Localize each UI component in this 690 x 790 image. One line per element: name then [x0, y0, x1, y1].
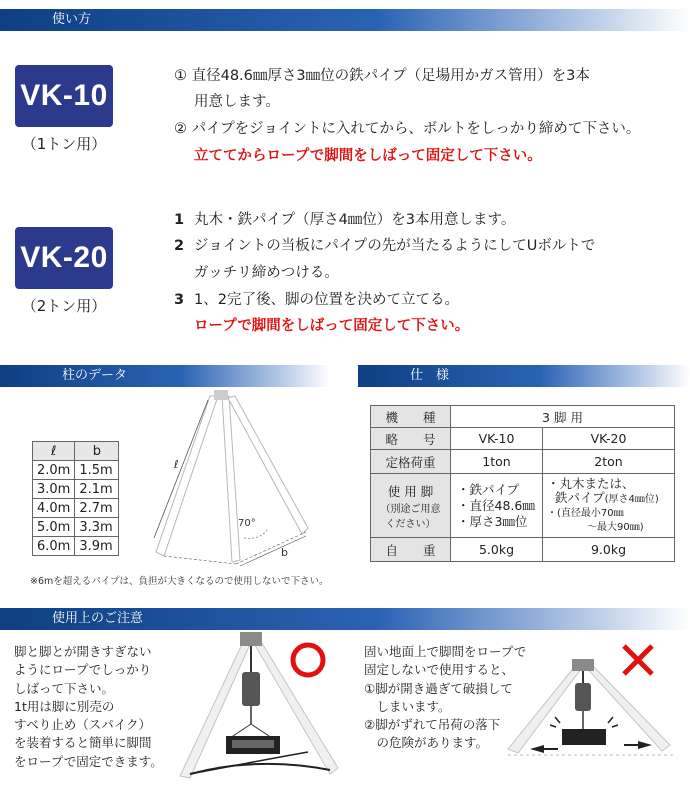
ng-mark-icon	[618, 640, 658, 680]
spec-value: 9.0kg	[543, 538, 675, 562]
bad-usage-illustration	[500, 645, 690, 790]
spec-label: 定格荷重	[371, 450, 451, 474]
spec-line: ・直径48.6㎜	[457, 497, 535, 513]
spec-value	[451, 474, 543, 538]
caution-good-text	[14, 643, 163, 771]
text-line: ようにロープでしっかり	[14, 662, 152, 678]
tripod-dimension-diagram	[140, 388, 340, 578]
spec-value: 2ton	[543, 450, 675, 474]
pillar-data-title: 柱のデータ	[62, 368, 128, 383]
usage-section-title: 使い方	[52, 12, 92, 27]
spec-line-sub: (厚さ4㎜位)	[604, 493, 659, 505]
vk20-badge: VK-20	[15, 227, 113, 289]
spec-label-sub: ください）	[385, 518, 436, 530]
header-l: ℓ	[33, 442, 75, 461]
spec-line: ・鉄パイプ	[457, 481, 520, 497]
spec-line: ・厚さ3㎜位	[457, 513, 528, 529]
vk10-step2	[174, 119, 640, 139]
spec-label-main: 使 用 脚	[387, 483, 434, 499]
cell-l: 2.0m	[33, 461, 75, 480]
step-marker: ①	[174, 68, 187, 84]
text-line: すべり止め（スパイク）	[14, 717, 152, 733]
vk10-step1-cont: 用意します。	[194, 94, 280, 110]
step-text: 直径48.6㎜厚さ3㎜位の鉄パイプ（足場用かガス管用）を3本	[191, 68, 590, 84]
table-row	[33, 537, 119, 556]
table-row	[371, 406, 675, 428]
vk10-badge: VK-10	[15, 65, 113, 127]
text-line: ②脚がずれて吊荷の落下	[364, 717, 501, 733]
vk20-step2	[174, 236, 595, 256]
cell-b: 1.5m	[75, 461, 119, 480]
good-usage-illustration	[168, 628, 358, 790]
cell-b: 2.1m	[75, 480, 119, 499]
spec-line	[547, 491, 674, 507]
table-row	[371, 538, 675, 562]
spec-value: 1ton	[451, 450, 543, 474]
spec-value: VK-10	[451, 428, 543, 450]
usage-section-header	[0, 9, 690, 31]
spec-table	[370, 405, 675, 562]
spec-line: ～最大90㎜)	[587, 521, 644, 533]
spec-line-main: 鉄パイプ	[555, 489, 605, 505]
table-row	[371, 474, 675, 538]
cell-b: 2.7m	[75, 499, 119, 518]
vk10-capacity: （1トン用）	[21, 135, 107, 153]
cell-l: 5.0m	[33, 518, 75, 537]
text-line: しまいます。	[364, 698, 451, 714]
step-text: ジョイントの当板にパイプの先が当たるようにしてUボルトで	[194, 238, 596, 254]
cell-l: 6.0m	[33, 537, 75, 556]
text-line: 固い地面上で脚間をロープで	[364, 644, 527, 659]
text-line: の危険があります。	[364, 735, 489, 751]
table-header-row	[33, 442, 119, 461]
text-line: をロープで固定できます。	[14, 753, 163, 769]
vk10-warning: 立ててからロープで脚間をしばって固定して下さい。	[194, 148, 542, 164]
text-line: しばって下さい。	[14, 680, 115, 696]
spec-label: 略 号	[371, 428, 451, 450]
step-text: パイプをジョイントに入れてから、ボルトをしっかり締めて下さい。	[191, 121, 641, 137]
spec-label: 自 重	[371, 538, 451, 562]
table-row	[33, 518, 119, 537]
table-row	[371, 428, 675, 450]
spec-line: ・丸木または、	[547, 475, 635, 491]
cell-l: 3.0m	[33, 480, 75, 499]
text-line: 固定しないで使用すると、	[364, 662, 515, 678]
pillar-data-note: ※6mを超えるパイプは、負担が大きくなるので使用しないで下さい。	[30, 576, 329, 587]
spec-line: ・(直径最小70㎜	[547, 507, 624, 519]
pillar-data-table	[32, 441, 119, 556]
text-line: 1t用は脚に別売の	[14, 698, 115, 714]
table-row	[33, 499, 119, 518]
table-row	[33, 461, 119, 480]
spec-label-sub: （別途ご用意	[380, 503, 441, 515]
table-row	[371, 450, 675, 474]
label-l: ℓ	[174, 458, 179, 471]
caution-title: 使用上のご注意	[52, 611, 144, 626]
spec-title: 仕 様	[410, 368, 450, 383]
vk20-step2-cont: ガッチリ締めつける。	[194, 265, 339, 281]
spec-header	[358, 365, 690, 387]
text-line: を装着すると簡単に脚間	[14, 735, 152, 751]
spec-value: 5.0kg	[451, 538, 543, 562]
text-line: 脚と脚とが開きすぎない	[14, 644, 152, 659]
spec-value: VK-20	[543, 428, 675, 450]
vk10-step1	[174, 66, 590, 86]
step-number: 1	[174, 212, 185, 228]
spec-label: 機 種	[371, 406, 451, 428]
spec-value: 3 脚 用	[451, 406, 675, 428]
cell-b: 3.3m	[75, 518, 119, 537]
text-line: ①脚が開き過ぎて破損して	[364, 680, 513, 696]
pillar-data-header	[0, 365, 330, 387]
vk20-step1	[174, 210, 515, 230]
label-angle: 70°	[238, 518, 256, 529]
step-marker: ②	[174, 121, 187, 137]
vk20-step3	[174, 290, 459, 310]
vk20-capacity: （2トン用）	[21, 297, 107, 315]
table-row	[33, 480, 119, 499]
spec-value	[543, 474, 675, 538]
header-b: b	[75, 442, 119, 461]
vk20-warning: ロープで脚間をしばって固定して下さい。	[194, 318, 470, 334]
caution-header	[0, 608, 690, 630]
step-number: 2	[174, 238, 185, 254]
cell-l: 4.0m	[33, 499, 75, 518]
ok-mark-icon	[288, 640, 328, 680]
step-number: 3	[174, 292, 185, 308]
step-text: 1、2完了後、脚の位置を決めて立てる。	[194, 292, 459, 308]
spec-label	[371, 474, 451, 538]
label-b: b	[281, 546, 288, 559]
cell-b: 3.9m	[75, 537, 119, 556]
step-text: 丸木・鉄パイプ（厚さ4㎜位）を3本用意します。	[194, 212, 516, 228]
